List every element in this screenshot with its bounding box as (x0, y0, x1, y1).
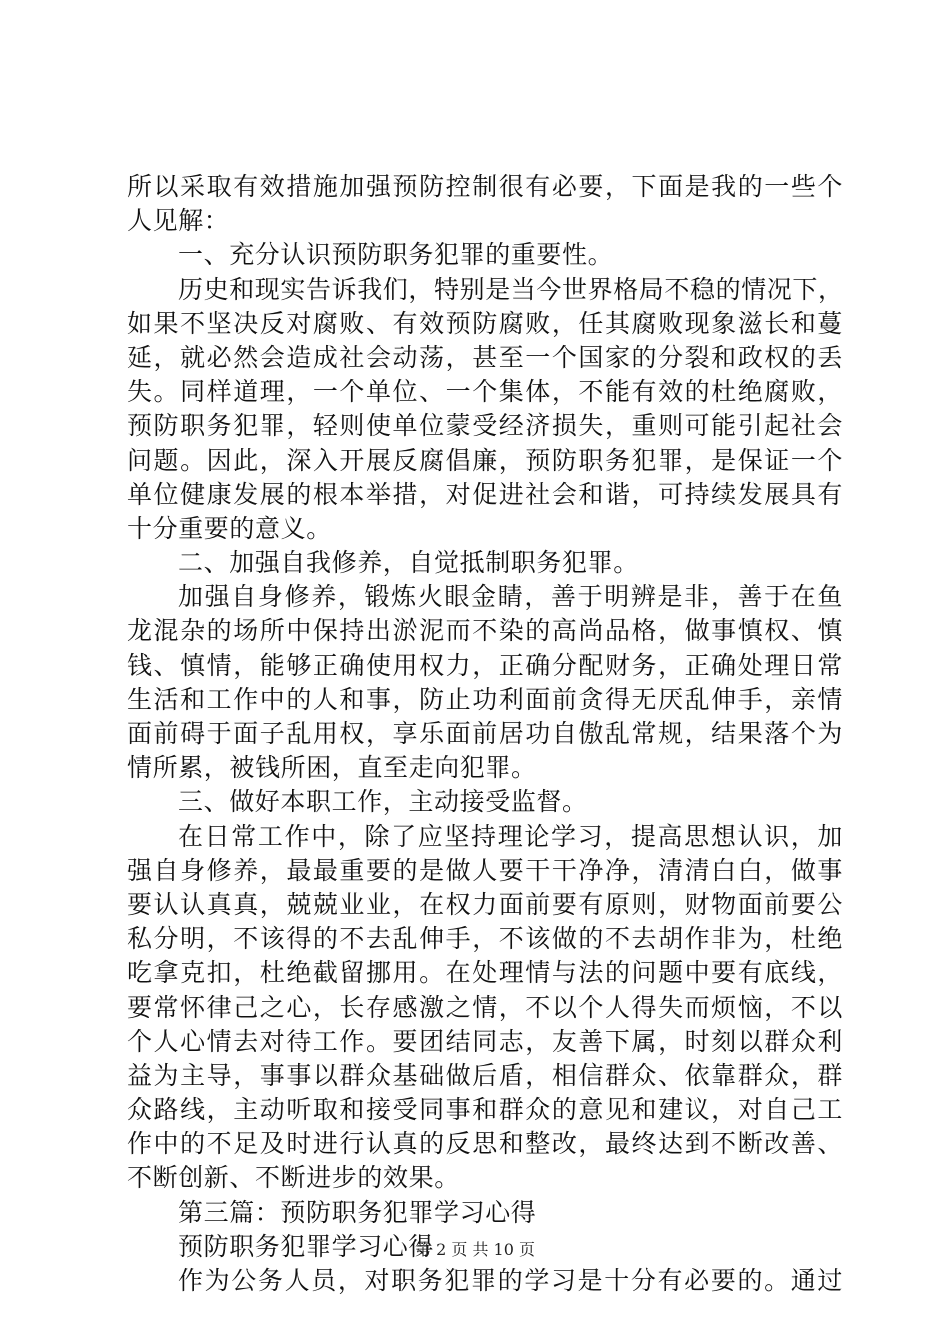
body-line: 作中的不足及时进行认真的反思和整改，最终达到不断改善、 (127, 1129, 843, 1159)
document-body (127, 170, 843, 1298)
body-line: 如果不坚决反对腐败、有效预防腐败，任其腐败现象滋长和蔓 (127, 308, 843, 338)
body-line: 二、加强自我修养，自觉抵制职务犯罪。 (178, 548, 639, 578)
body-line: 在日常工作中，除了应坚持理论学习，提高思想认识，加 (178, 821, 843, 851)
body-line: 延，就必然会造成社会动荡，甚至一个国家的分裂和政权的丢 (127, 342, 843, 372)
body-line: 问题。因此，深入开展反腐倡廉，预防职务犯罪，是保证一个 (127, 445, 843, 475)
body-line: 龙混杂的场所中保持出淤泥而不染的高尚品格，做事慎权、慎 (127, 616, 843, 646)
body-line: 不断创新、不断进步的效果。 (127, 1163, 460, 1193)
page-footer: 第 2 页 共 10 页 (415, 1240, 535, 1259)
body-line: 作为公务人员，对职务犯罪的学习是十分有必要的。通过 (178, 1266, 843, 1295)
body-line: 私分明，不该得的不去乱伸手，不该做的不去胡作非为，杜绝 (127, 924, 843, 954)
body-line: 单位健康发展的根本举措，对促进社会和谐，可持续发展具有 (127, 479, 843, 509)
body-line: 钱、慎情，能够正确使用权力，正确分配财务，正确处理日常 (127, 650, 843, 680)
body-line: 预防职务犯罪，轻则使单位蒙受经济损失，重则可能引起社会 (127, 411, 843, 441)
body-line: 要常怀律己之心，长存感激之情，不以个人得失而烦恼，不以 (127, 992, 843, 1022)
body-line: 面前碍于面子乱用权，享乐面前居功自傲乱常规，结果落个为 (127, 719, 843, 748)
body-line: 加强自身修养，锻炼火眼金睛，善于明辨是非，善于在鱼 (178, 582, 843, 612)
body-line: 个人心情去对待工作。要团结同志，友善下属，时刻以群众利 (127, 1026, 843, 1056)
body-line: 三、做好本职工作，主动接受监督。 (178, 787, 588, 817)
body-line: 强自身修养，最最重要的是做人要干干净净，清清白白，做事 (127, 855, 843, 885)
body-line: 吃拿克扣，杜绝截留挪用。在处理情与法的问题中要有底线， (127, 958, 843, 988)
body-line: 要认认真真，兢兢业业，在权力面前要有原则，财物面前要公 (127, 889, 843, 919)
body-line: 一、充分认识预防职务犯罪的重要性。 (178, 240, 614, 270)
body-line: 益为主导，事事以群众基础做后盾，相信群众、依靠群众，群 (127, 1060, 843, 1090)
body-line: 所以采取有效措施加强预防控制很有必要，下面是我的一些个 (127, 172, 843, 201)
body-line: 众路线，主动听取和接受同事和群众的意见和建议，对自己工 (127, 1095, 843, 1125)
body-line: 生活和工作中的人和事，防止功利面前贪得无厌乱伸手，亲情 (127, 684, 843, 714)
body-line: 人见解： (127, 206, 230, 236)
body-line: 历史和现实告诉我们，特别是当今世界格局不稳的情况下， (178, 274, 844, 304)
body-line: 十分重要的意义。 (127, 513, 332, 543)
body-line: 失。同样道理，一个单位、一个集体，不能有效的杜绝腐败， (127, 377, 843, 407)
body-line: 第三篇：预防职务犯罪学习心得 (178, 1197, 537, 1227)
body-line: 情所累，被钱所困，直至走向犯罪。 (127, 753, 537, 783)
body-line: 预防职务犯罪学习心得 (178, 1231, 435, 1261)
